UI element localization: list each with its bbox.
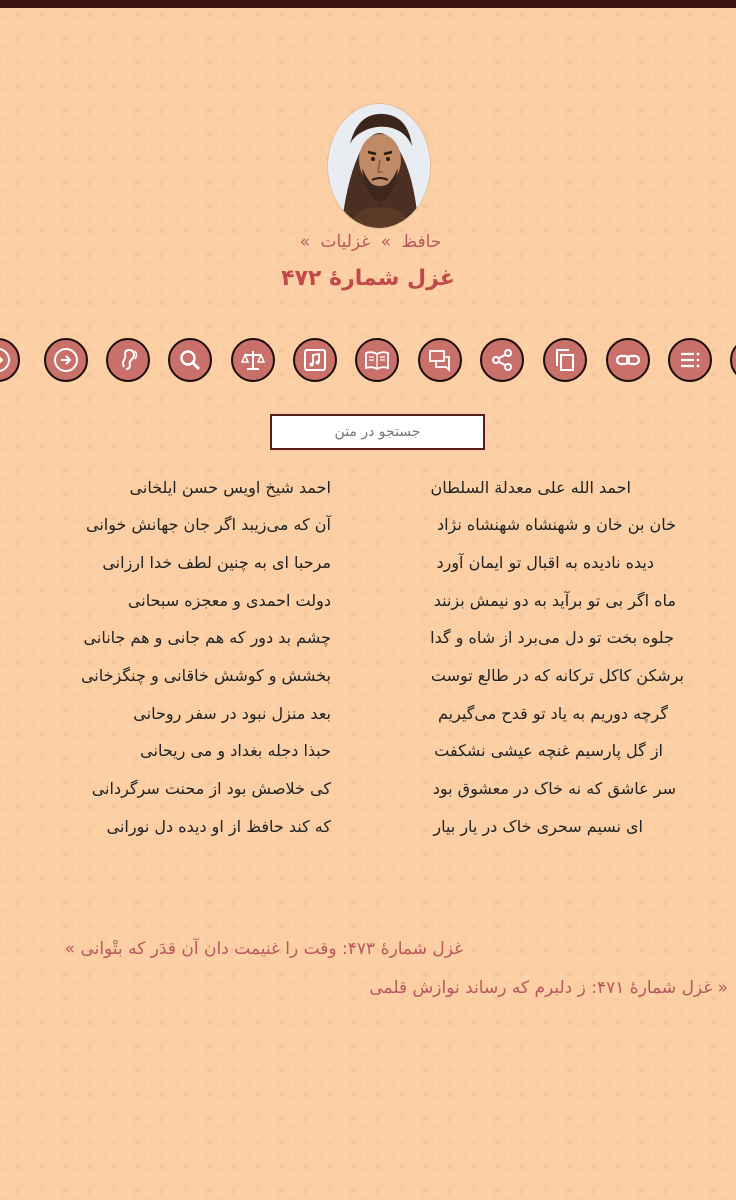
breadcrumb-separator: » (380, 232, 392, 252)
next-poem-link[interactable]: غزل شمارهٔ ۴۷۳: وقت را غنیمت دان آن قدَر که بتْوانی » (64, 939, 463, 959)
link-icon (615, 347, 641, 373)
toolbar (0, 338, 736, 386)
music-button[interactable] (293, 338, 337, 382)
verse-6-misra-1: برشکن کاکل ترکانه که در طالع توست (430, 666, 684, 685)
verse-9-misra-2: کی خلاصش بود از محنت سرگردانی (91, 779, 331, 798)
scale-icon (240, 347, 266, 373)
listen-icon (115, 347, 141, 373)
forward-icon (53, 347, 79, 373)
verse-2-misra-2: آن که می‌زیبد اگر جان جهانش خوانی (85, 515, 331, 534)
music-icon (302, 347, 328, 373)
search-input[interactable] (270, 414, 485, 450)
book-button[interactable] (355, 338, 399, 382)
compare-button[interactable] (231, 338, 275, 382)
page-title: غزل شمارهٔ ۴۷۲ (281, 266, 455, 291)
verse-9-misra-1: سر عاشق که نه خاک در معشوق بود (432, 779, 676, 798)
next-button[interactable] (0, 338, 20, 382)
list-button[interactable] (668, 338, 712, 382)
extra-button[interactable] (730, 338, 736, 382)
breadcrumb-separator-end: » (299, 232, 311, 252)
verse-10-misra-1: ای نسیم سحری خاک در یار بیار (433, 817, 643, 836)
share-button[interactable] (480, 338, 524, 382)
book-icon (364, 347, 390, 373)
verse-6-misra-2: بخشش و کوشش خاقانی و چنگزخانی (80, 666, 331, 685)
comments-button[interactable] (418, 338, 462, 382)
verse-4-misra-1: ماه اگر بی تو برآید به دو نیمش بزنند (433, 591, 676, 610)
portrait-image (328, 104, 430, 228)
breadcrumb-section[interactable]: غزلیات (320, 232, 371, 252)
verse-7-misra-2: بعد منزل نبود در سفر روحانی (133, 704, 331, 723)
top-bar (0, 0, 736, 8)
verse-3-misra-1: دیده نادیده به اقبال تو ایمان آورد (436, 553, 654, 572)
breadcrumb (0, 232, 736, 252)
verse-1-misra-1: احمد الله علی معدلة السلطان (430, 478, 631, 497)
verse-2-misra-1: خان بن خان و شهنشاه شهنشاه نژاد (436, 515, 676, 534)
verse-4-misra-2: دولت احمدی و معجزه سبحانی (127, 591, 331, 610)
next-icon (0, 347, 11, 373)
verse-10-misra-2: که کند حافظ از او دیده دل نورانی (106, 817, 331, 836)
poet-portrait (328, 104, 430, 228)
search-icon (177, 347, 203, 373)
forward-button[interactable] (44, 338, 88, 382)
verse-1-misra-2: احمد شیخ اویس حسن ایلخانی (129, 478, 331, 497)
verse-3-misra-2: مرحبا ای به چنین لطف خدا ارزانی (102, 553, 331, 572)
comments-icon (427, 347, 453, 373)
verse-7-misra-1: گرچه دوریم به یاد تو قدح می‌گیریم (438, 704, 668, 723)
listen-button[interactable] (106, 338, 150, 382)
verse-5-misra-2: چشم بد دور که هم جانی و هم جانانی (83, 628, 331, 647)
share-icon (489, 347, 515, 373)
breadcrumb-poet[interactable]: حافظ (401, 232, 442, 252)
copy-button[interactable] (543, 338, 587, 382)
search-button[interactable] (168, 338, 212, 382)
list-icon (677, 347, 703, 373)
verse-8-misra-2: حبذا دجله بغداد و می ریحانی (140, 741, 331, 760)
previous-poem-link[interactable]: « غزل شمارهٔ ۴۷۱: ز دلبرم که رساند نوازش قلمی (369, 978, 728, 998)
link-button[interactable] (606, 338, 650, 382)
copy-icon (552, 347, 578, 373)
verse-8-misra-1: از گل پارسیم غنچه عیشی نشکفت (434, 741, 663, 760)
verse-5-misra-1: جلوه بخت تو دل می‌برد از شاه و گدا (430, 628, 674, 647)
